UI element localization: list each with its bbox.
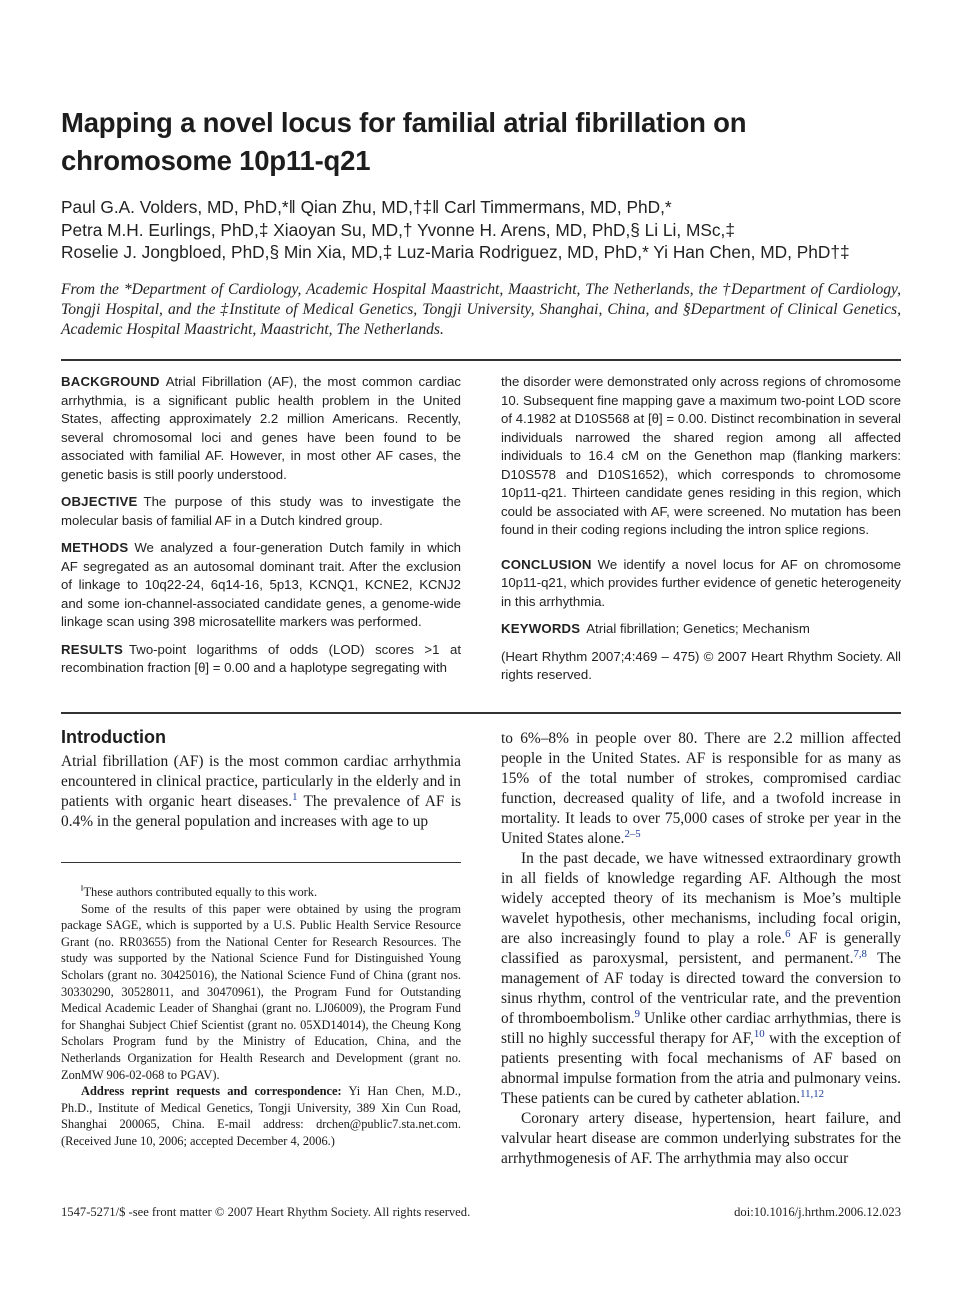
objective-label: OBJECTIVE xyxy=(61,494,138,509)
reference-link[interactable]: 11,12 xyxy=(800,1087,824,1100)
abstract-objective xyxy=(61,493,461,530)
footnote-funding: Some of the results of this paper were obtained by using the program package SAGE, which is supported by a U.S. Public Health Service Resource Grant (no. RR03655) from the National Center for Research Resources. The study was supported by the National Science Fund for Distinguished Young Scholars (grant no. 30425016), the National Science Fund of China (grant nos. 30330290, 30528011, and 30470961), the Program Fund for Outstanding Medical Academic Leader of Shanghai (grant no. LJ06009), the Program Fund for Shanghai Subject Chief Scientist (grant no. 05XD14014), the Cheung Kong Scholars Program fund by the Ministry of Education, China, and the Netherlands Organization for Health Research and Development (grant no. ZonMW 906-02-068 to PGAV). xyxy=(61,901,461,1082)
author-list xyxy=(61,196,911,264)
background-text: Atrial Fibrillation (AF), the most common cardiac arrhythmia, is a significant public health problem in the United States, affecting approximately 2.2 million Americans. Recently, several chromosomal loci and genes have been found to be associated with familial AF. However, in most other AF cases, the genetic basis is still poorly understood. xyxy=(61,374,461,482)
body-column-left xyxy=(61,752,461,832)
address-text: Yi Han Chen, M.D., Ph.D., Institute of Medical Genetics, Tongji University, 389 Xin Cun Road, Shanghai 200065, China. E-mail address: drchen@public7.sta.net.com. (Received June 10, 2006; accepted December 4, 2006.) xyxy=(61,1084,461,1148)
footnote-equal-contribution xyxy=(61,884,461,901)
intro-text-b: The prevalence of AF is 0.4% in the general population and increases with age to up xyxy=(61,793,461,830)
reference-link[interactable]: 6 xyxy=(785,927,791,940)
methods-text: We analyzed a four-generation Dutch family in which AF segregated as an autosomal dominant trait. After the exclusion of linkage to 10q22-24, 6q14-16, 5p13, KCNQ1, KCNE2, KCNJ2 and some ion-channel-associated candidate genes, a genome-wide linkage scan using 398 microsatellite markers was performed. xyxy=(61,540,461,629)
abstract-bottom-rule xyxy=(61,712,901,714)
address-label: Address reprint requests and correspondence: xyxy=(81,1084,342,1099)
reference-link[interactable]: 2–5 xyxy=(624,827,641,840)
footnotes xyxy=(61,884,461,1150)
body-text-2e: with the exception of patients presenting with focal mechanisms of AF based on abnormal impulse formation from the atria and pulmonary veins. These patients can be cured by catheter ablation. xyxy=(501,1030,901,1107)
intro-paragraph-1 xyxy=(61,752,461,832)
reference-link[interactable]: 1 xyxy=(292,790,298,803)
body-paragraph-2 xyxy=(501,849,901,1109)
footer-doi[interactable]: doi:10.1016/j.hrthm.2006.12.023 xyxy=(734,1205,901,1219)
body-paragraph-3: Coronary artery disease, hypertension, heart failure, and valvular heart disease are common underlying substrates for the arrhythmogenesis of AF. The arrhythmia may also occur xyxy=(501,1110,901,1167)
abstract-column-left xyxy=(61,373,461,687)
body-text-2c: The management of AF today is directed toward the conversion to sinus rhythm, control of the ventricular rate, and the prevention of thromboembolism. xyxy=(501,950,902,1027)
body-text-2d: Unlike other cardiac arrhythmias, there is still no highly successful therapy for AF, xyxy=(501,1010,901,1047)
body-paragraph-1 xyxy=(501,729,901,849)
author-line-1: Paul G.A. Volders, MD, PhD,*‖ Qian Zhu, MD,†‡‖ Carl Timmermans, MD, PhD,* xyxy=(61,197,672,217)
body-text-2b: AF is generally classified as paroxysmal, persistent, and permanent. xyxy=(501,930,902,967)
results-text-part1: Two-point logarithms of odds (LOD) scores >1 at recombination fraction [θ] = 0.00 and a haplotype segregating with xyxy=(61,641,461,675)
author-line-2: Petra M.H. Eurlings, PhD,‡ Xiaoyan Su, MD,† Yvonne H. Arens, MD, PhD,§ Li Li, MSc,‡ xyxy=(61,219,735,240)
reference-link[interactable]: 7,8 xyxy=(853,947,867,960)
background-label: BACKGROUND xyxy=(61,374,160,389)
article-title: Mapping a novel locus for familial atrial fibrillation on chromosome 10p11-q21 xyxy=(61,107,747,176)
body-text-2a: In the past decade, we have witnessed extraordinary growth in all fields of knowledge regarding AF. Although the most widely accepted theory of its mechanism is Moe’s multiple wavelet hypothesis, other mechanisms, including focal origin, are also increasingly found to play a role. xyxy=(501,850,901,947)
equal-contribution-mark: ‖ xyxy=(81,882,84,893)
keywords-text: Atrial fibrillation; Genetics; Mechanism xyxy=(586,621,810,636)
footnote-address xyxy=(61,1083,461,1149)
reference-link[interactable]: 10 xyxy=(753,1027,765,1040)
footer-copyright: 1547-5271/$ -see front matter © 2007 Heart Rhythm Society. All rights reserved. xyxy=(61,1205,471,1219)
methods-label: METHODS xyxy=(61,540,129,555)
abstract-column-right xyxy=(501,373,901,694)
intro-text-a: Atrial fibrillation (AF) is the most common cardiac arrhythmia encountered in clinical practice, particularly in the elderly and in patients with organic heart diseases. xyxy=(61,753,461,810)
equal-contribution-text: These authors contributed equally to this work. xyxy=(83,885,318,899)
abstract-top-rule xyxy=(61,359,901,361)
author-line-3: Roselie J. Jongbloed, PhD,§ Min Xia, MD,‡ Luz-Maria Rodriguez, MD, PhD,* Yi Han Chen, MD, PhD†‡ xyxy=(61,242,850,262)
introduction-heading: Introduction xyxy=(61,727,166,747)
keywords-label: KEYWORDS xyxy=(501,621,581,636)
abstract-background xyxy=(61,373,461,484)
abstract-keywords xyxy=(501,620,901,639)
abstract-results xyxy=(61,641,461,678)
footnote-rule xyxy=(61,862,461,863)
affiliations: From the *Department of Cardiology, Academic Hospital Maastricht, Maastricht, The Netherlands, the †Department of Cardiology, Tongji Hospital, and the ‡Institute of Medical Genetics, Tongji University, Shanghai, China, and §Department of Clinical Genetics, Academic Hospital Maastricht, Maastricht, The Netherlands. xyxy=(61,281,901,338)
citation-line: (Heart Rhythm 2007;4:469 – 475) © 2007 Heart Rhythm Society. All rights reserved. xyxy=(501,648,901,682)
body-column-right xyxy=(501,729,901,1169)
abstract-conclusion xyxy=(501,556,901,612)
conclusion-label: CONCLUSION xyxy=(501,556,592,572)
abstract-methods xyxy=(61,539,461,632)
results-text-part2: the disorder were demonstrated only across regions of chromosome 10. Subsequent fine mapping gave a maximum two-point LOD score of 4.1982 at D10S568 at [θ] = 0.00. Distinct recombination in several individuals narrowed the shared region among all affected individuals to 16.4 cM on the Genethon map (flanking markers: D10S578 and D10S1652), which corresponds to chromosome 10p11-q21. Thirteen candidate genes residing in this region, which could be associated with AF, were screened. No mutation has been found in their coding regions including the intron splice regions. xyxy=(501,374,901,537)
objective-text: The purpose of this study was to investigate the molecular basis of familial AF in a Dutch kindred group. xyxy=(61,494,461,528)
reference-link[interactable]: 9 xyxy=(634,1007,641,1020)
results-label: RESULTS xyxy=(61,641,123,657)
conclusion-text: We identify a novel locus for AF on chromosome 10p11-q21, which provides further evidence of genetic heterogeneity in this arrhythmia. xyxy=(501,556,901,609)
body-text-1: to 6%–8% in people over 80. There are 2.2 million affected people in the United States. AF is responsible for as many as 15% of the total number of strokes, compromised cardiac function, decreased quality of life, and a twofold increase in mortality. It leads to over 75,000 cases of stroke per year in the United States alone. xyxy=(501,730,901,847)
